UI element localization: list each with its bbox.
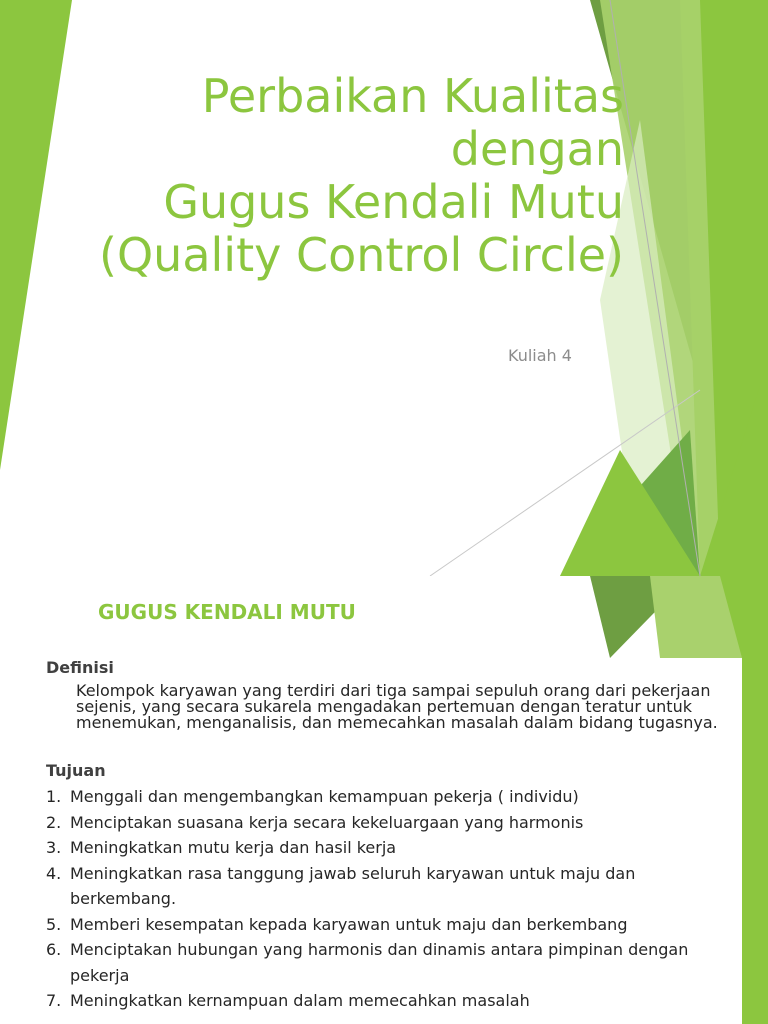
title-line-3: Gugus Kendali Mutu [163, 175, 624, 229]
list-item [46, 810, 746, 836]
item-text: Menciptakan hubungan yang harmonis dan dinamis antara pimpinan dengan pekerja [70, 940, 689, 985]
item-text: Meningkatkan kernampuan dalam memecahkan masalah [70, 991, 530, 1010]
list-item [46, 784, 746, 810]
item-number: 5. [46, 914, 62, 934]
definition-text: Kelompok karyawan yang terdiri dari tiga sampai sepuluh orang dari pekerjaan sejenis, yang secara sukarela mengadakan pertemuan dengan teratur untuk menemukan, menganalisis, dan memecahkan masalah dalam bidang tugasnya. [76, 681, 718, 732]
goals-list [46, 784, 746, 1014]
definition-label: Definisi [46, 658, 114, 677]
item-text: Meningkatkan rasa tanggung jawab seluruh karyawan untuk maju dan berkembang. [70, 863, 636, 908]
item-number: 6. [46, 940, 62, 959]
content-slide [0, 576, 768, 1024]
item-number: 2. [46, 812, 62, 832]
title-line-1: Perbaikan Kualitas [201, 69, 624, 123]
slide-heading: GUGUS KENDALI MUTU [98, 600, 356, 624]
item-text: Menggali dan mengembangkan kemampuan pekerja ( individu) [70, 787, 579, 806]
title-line-4: (Quality Control Circle) [99, 228, 624, 282]
slide-content [46, 658, 746, 1014]
item-number: 4. [46, 863, 62, 883]
title-line-2: dengan [450, 122, 624, 176]
item-text: Menciptakan suasana kerja secara kekeluargaan yang harmonis [70, 812, 584, 832]
item-number: 1. [46, 787, 62, 806]
item-number: 7. [46, 991, 62, 1010]
slide-subtitle: Kuliah 4 [508, 346, 572, 365]
item-text: Memberi kesempatan kepada karyawan untuk maju dan berkembang [70, 914, 628, 934]
list-item [46, 937, 746, 988]
item-text: Meningkatkan mutu kerja dan hasil kerja [70, 838, 397, 857]
list-item [46, 835, 746, 861]
list-item [46, 861, 746, 912]
list-item [46, 912, 746, 938]
list-item [46, 988, 746, 1014]
slide-title [0, 70, 624, 282]
item-number: 3. [46, 838, 62, 857]
goals-label: Tujuan [46, 761, 106, 780]
